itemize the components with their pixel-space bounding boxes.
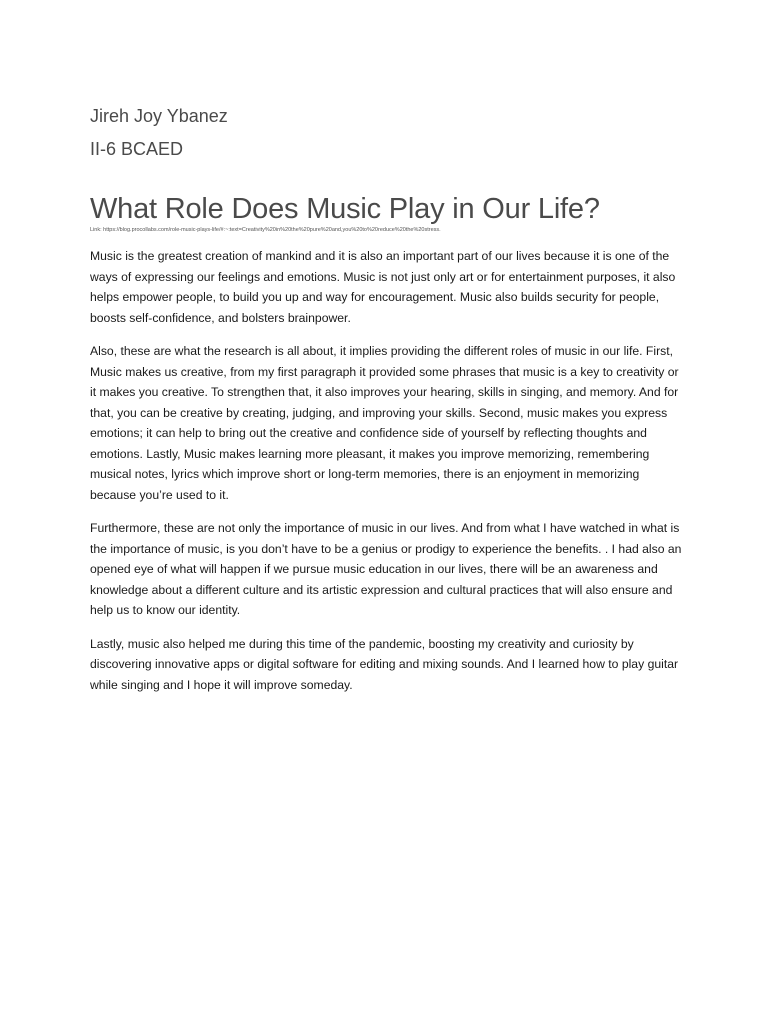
document-title: What Role Does Music Play in Our Life? — [90, 193, 600, 225]
paragraph-4: Lastly, music also helped me during this time of the pandemic, boosting my creativity and curiosity by discovering innovative apps or digital software for editing and mixing sounds. And I learned how to play guitar while singing and I hope it will improve someday. — [90, 636, 679, 692]
source-link: Link: https://blog.procollabs.com/role-music-plays-life/#:~:text=Creativity%20in%20the%20pure%20and,you%20to%20reduce%20the%20stress. — [90, 227, 441, 233]
paragraph-3: Furthermore, these are not only the importance of music in our lives. And from what I have watched in what is the importance of music, is you don’t have to be a genius or prodigy to experience the benefits. . I had also an opened eye of what will happen if we pursue music education in our lives, there will be an awareness and knowledge about a different culture and its artistic expression and cultural practices that will also ensure and help us to know our identity. — [90, 521, 682, 617]
author-name: Jireh Joy Ybanez — [90, 106, 228, 126]
paragraph-1: Music is the greatest creation of mankind and it is also an important part of our lives because it is one of the ways of expressing our feelings and emotions. Music is not just only art or for entertainment purposes, it also helps empower people, to build you up and way for encouragement. Music also builds security for people, boosts self-confidence, and bolsters brainpower. — [90, 249, 676, 325]
class-section: II-6 BCAED — [90, 139, 184, 159]
paragraph-2: Also, these are what the research is all about, it implies providing the different roles of music in our life. First, Music makes us creative, from my first paragraph it provided some phrases that music is a key to creativity or it makes you creative. To strengthen that, it also improves your hearing, skills in singing, and memory. And for that, you can be creative by creating, judging, and improving your skills. Second, music makes you express emotions; it can help to bring out the creative and confidence side of yourself by reflecting thoughts and emotions. Lastly, Music makes learning more pleasant, it makes you improve memorizing, remembering musical notes, lyrics which improve short or long-term memories, there is an enjoyment in memorizing because you’re used to it. — [90, 344, 679, 502]
document-body — [90, 246, 682, 708]
